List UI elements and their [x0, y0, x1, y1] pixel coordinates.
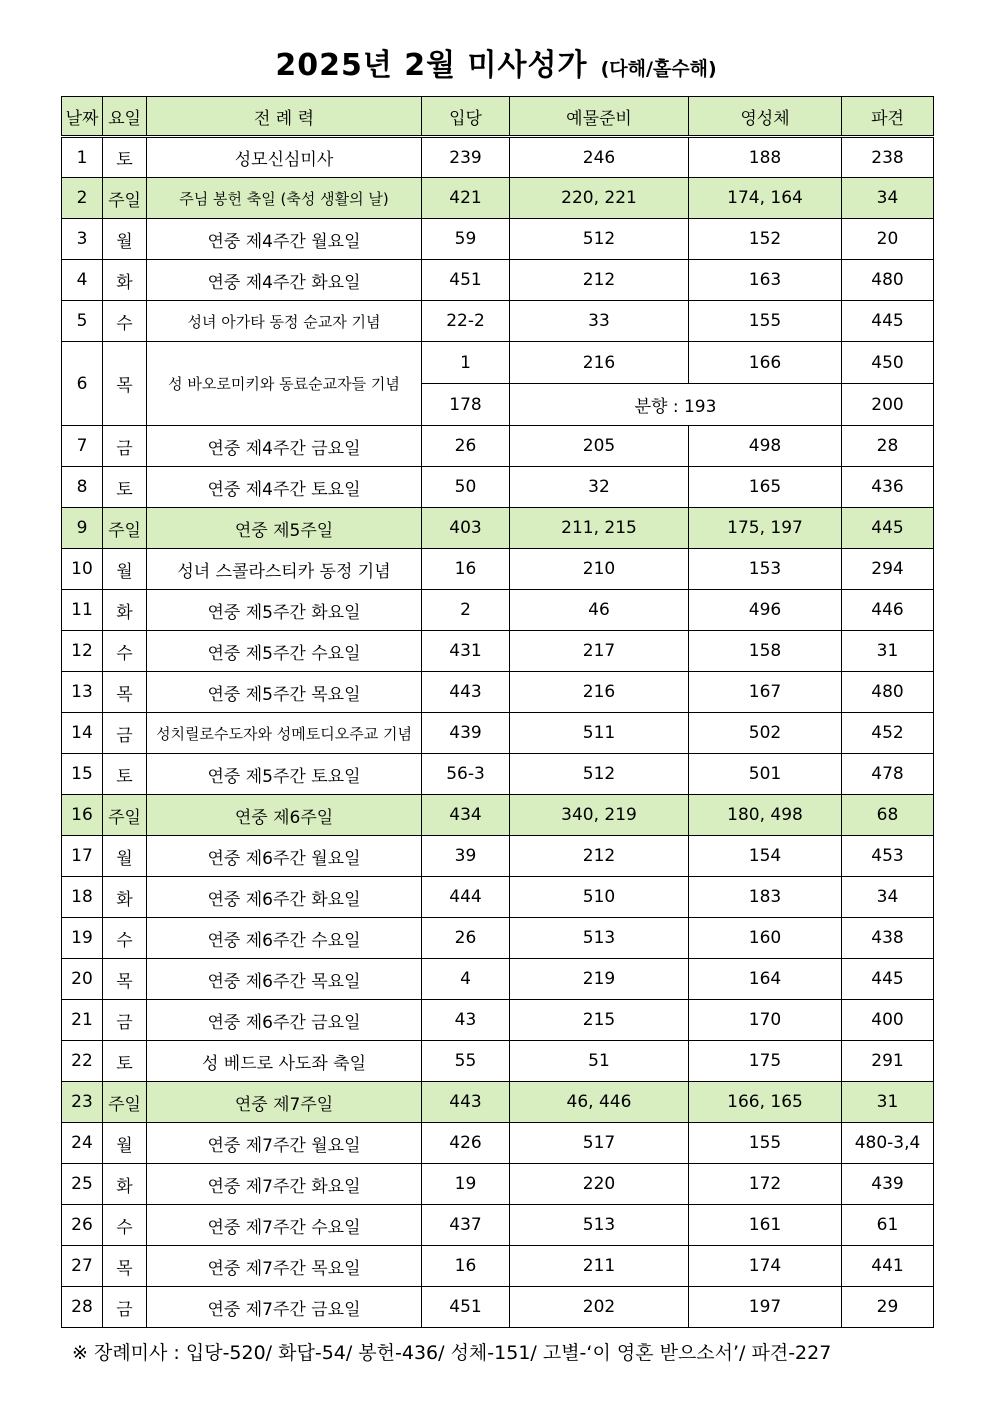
day-cell: 목: [103, 672, 147, 713]
entrance-cell: 56-3: [422, 754, 510, 795]
table-row: [62, 672, 934, 713]
day-cell: 목: [103, 959, 147, 1000]
day-cell: 월: [103, 549, 147, 590]
dismissal-cell: 438: [842, 918, 934, 959]
entrance-cell: 437: [422, 1205, 510, 1246]
day-cell: 주일: [103, 178, 147, 219]
communion-cell: 498: [689, 426, 842, 467]
entrance-cell: 439: [422, 713, 510, 754]
date-cell: 2: [62, 178, 103, 219]
communion-cell: 163: [689, 260, 842, 301]
date-cell: 5: [62, 301, 103, 342]
page-title-block: [0, 40, 992, 84]
entrance-cell: 4: [422, 959, 510, 1000]
date-cell: 21: [62, 1000, 103, 1041]
table-row: [62, 836, 934, 877]
offertory-cell: 220, 221: [510, 178, 689, 219]
date-cell: 27: [62, 1246, 103, 1287]
date-cell: 10: [62, 549, 103, 590]
offertory-cell: 46, 446: [510, 1082, 689, 1123]
date-cell: 26: [62, 1205, 103, 1246]
dismissal-cell: 238: [842, 137, 934, 178]
dismissal-cell: 441: [842, 1246, 934, 1287]
dismissal-cell: 445: [842, 301, 934, 342]
communion-cell: 188: [689, 137, 842, 178]
liturgy-cell: 연중 제4주간 화요일: [147, 260, 422, 301]
communion-cell: 175: [689, 1041, 842, 1082]
communion-cell: 197: [689, 1287, 842, 1328]
table-row: [62, 590, 934, 631]
day-cell: 수: [103, 301, 147, 342]
dismissal-cell: 480: [842, 260, 934, 301]
liturgy-cell: 연중 제7주간 금요일: [147, 1287, 422, 1328]
day-cell: 금: [103, 426, 147, 467]
liturgy-cell: 연중 제6주간 목요일: [147, 959, 422, 1000]
day-cell: 목: [103, 342, 147, 426]
day-cell: 월: [103, 219, 147, 260]
communion-cell: 165: [689, 467, 842, 508]
table-row: [62, 467, 934, 508]
offertory-cell: 512: [510, 219, 689, 260]
offertory-cell: 212: [510, 836, 689, 877]
table-row: [62, 1082, 934, 1123]
date-cell: 6: [62, 342, 103, 426]
offertory-cell: 51: [510, 1041, 689, 1082]
day-cell: 금: [103, 713, 147, 754]
date-cell: 22: [62, 1041, 103, 1082]
incense-cell: 분향 : 193: [510, 384, 842, 426]
liturgy-cell: 연중 제7주간 월요일: [147, 1123, 422, 1164]
day-cell: 수: [103, 1205, 147, 1246]
entrance-cell: 26: [422, 918, 510, 959]
liturgy-cell: 연중 제7주간 수요일: [147, 1205, 422, 1246]
date-cell: 16: [62, 795, 103, 836]
day-cell: 수: [103, 918, 147, 959]
day-cell: 주일: [103, 1082, 147, 1123]
dismissal-cell: 400: [842, 1000, 934, 1041]
offertory-cell: 246: [510, 137, 689, 178]
date-cell: 9: [62, 508, 103, 549]
entrance-cell: 451: [422, 1287, 510, 1328]
liturgy-cell: 연중 제6주간 금요일: [147, 1000, 422, 1041]
entrance-cell: 1: [422, 342, 510, 384]
entrance-cell: 451: [422, 260, 510, 301]
communion-cell: 166: [689, 342, 842, 384]
offertory-cell: 513: [510, 918, 689, 959]
liturgy-cell: 성치릴로수도자와 성메토디오주교 기념: [147, 713, 422, 754]
entrance-cell: 22-2: [422, 301, 510, 342]
liturgy-cell: 성모신심미사: [147, 137, 422, 178]
header-day: 요일: [103, 97, 147, 137]
table-body: [62, 137, 934, 1328]
communion-cell: 501: [689, 754, 842, 795]
dismissal-cell: 31: [842, 1082, 934, 1123]
date-cell: 18: [62, 877, 103, 918]
communion-cell: 153: [689, 549, 842, 590]
entrance-cell: 50: [422, 467, 510, 508]
offertory-cell: 216: [510, 342, 689, 384]
entrance-cell: 19: [422, 1164, 510, 1205]
day-cell: 토: [103, 1041, 147, 1082]
date-cell: 11: [62, 590, 103, 631]
table-row: [62, 1287, 934, 1328]
date-cell: 1: [62, 137, 103, 178]
entrance-cell: 59: [422, 219, 510, 260]
offertory-cell: 512: [510, 754, 689, 795]
liturgy-cell: 연중 제5주일: [147, 508, 422, 549]
day-cell: 수: [103, 631, 147, 672]
dismissal-cell: 291: [842, 1041, 934, 1082]
communion-cell: 183: [689, 877, 842, 918]
dismissal-cell: 450: [842, 342, 934, 384]
day-cell: 목: [103, 1246, 147, 1287]
date-cell: 4: [62, 260, 103, 301]
header-date: 날짜: [62, 97, 103, 137]
day-cell: 주일: [103, 508, 147, 549]
offertory-cell: 513: [510, 1205, 689, 1246]
day-cell: 금: [103, 1287, 147, 1328]
dismissal-cell: 31: [842, 631, 934, 672]
day-cell: 화: [103, 260, 147, 301]
communion-cell: 154: [689, 836, 842, 877]
liturgy-cell: 연중 제7주간 화요일: [147, 1164, 422, 1205]
liturgy-cell: 연중 제6주간 화요일: [147, 877, 422, 918]
offertory-cell: 46: [510, 590, 689, 631]
liturgy-cell: 연중 제6주일: [147, 795, 422, 836]
table-row: [62, 1205, 934, 1246]
entrance-cell: 16: [422, 1246, 510, 1287]
entrance-cell: 403: [422, 508, 510, 549]
dismissal-cell: 68: [842, 795, 934, 836]
liturgy-cell: 연중 제4주간 토요일: [147, 467, 422, 508]
page-title: 2025년 2월 미사성가: [275, 48, 588, 83]
header-communion: 영성체: [689, 97, 842, 137]
dismissal-cell: 452: [842, 713, 934, 754]
day-cell: 토: [103, 467, 147, 508]
day-cell: 금: [103, 1000, 147, 1041]
entrance-cell: 178: [422, 384, 510, 426]
entrance-cell: 2: [422, 590, 510, 631]
date-cell: 19: [62, 918, 103, 959]
date-cell: 25: [62, 1164, 103, 1205]
table-row: [62, 1246, 934, 1287]
offertory-cell: 215: [510, 1000, 689, 1041]
entrance-cell: 39: [422, 836, 510, 877]
entrance-cell: 421: [422, 178, 510, 219]
entrance-cell: 26: [422, 426, 510, 467]
table-row: [62, 137, 934, 178]
date-cell: 15: [62, 754, 103, 795]
liturgy-cell: 연중 제4주간 금요일: [147, 426, 422, 467]
offertory-cell: 33: [510, 301, 689, 342]
offertory-cell: 210: [510, 549, 689, 590]
liturgy-cell: 연중 제7주일: [147, 1082, 422, 1123]
dismissal-cell: 29: [842, 1287, 934, 1328]
communion-cell: 158: [689, 631, 842, 672]
communion-cell: 502: [689, 713, 842, 754]
liturgy-cell: 연중 제5주간 화요일: [147, 590, 422, 631]
date-cell: 23: [62, 1082, 103, 1123]
dismissal-cell: 200: [842, 384, 934, 426]
entrance-cell: 443: [422, 1082, 510, 1123]
day-cell: 화: [103, 1164, 147, 1205]
offertory-cell: 212: [510, 260, 689, 301]
liturgy-cell: 성 바오로미키와 동료순교자들 기념: [147, 342, 422, 426]
entrance-cell: 55: [422, 1041, 510, 1082]
day-cell: 토: [103, 137, 147, 178]
offertory-cell: 216: [510, 672, 689, 713]
funeral-mass-footnote: ※ 장례미사 : 입당-520/ 화답-54/ 봉헌-436/ 성체-151/ 고별-‘이 영혼 받으소서’/ 파견-227: [72, 1342, 832, 1364]
liturgy-cell: 주님 봉헌 축일 (축성 생활의 날): [147, 178, 422, 219]
communion-cell: 164: [689, 959, 842, 1000]
communion-cell: 160: [689, 918, 842, 959]
day-cell: 주일: [103, 795, 147, 836]
liturgy-cell: 성녀 스콜라스티카 동정 기념: [147, 549, 422, 590]
liturgy-cell: 성녀 아가타 동정 순교자 기념: [147, 301, 422, 342]
table-row: [62, 918, 934, 959]
date-cell: 7: [62, 426, 103, 467]
communion-cell: 172: [689, 1164, 842, 1205]
entrance-cell: 434: [422, 795, 510, 836]
communion-cell: 155: [689, 301, 842, 342]
hymn-schedule-table: [61, 96, 934, 1328]
offertory-cell: 211: [510, 1246, 689, 1287]
table-row: [62, 1041, 934, 1082]
dismissal-cell: 294: [842, 549, 934, 590]
dismissal-cell: 61: [842, 1205, 934, 1246]
offertory-cell: 340, 219: [510, 795, 689, 836]
header-liturgical-calendar: 전 례 력: [147, 97, 422, 137]
dismissal-cell: 28: [842, 426, 934, 467]
table-row: [62, 508, 934, 549]
offertory-cell: 211, 215: [510, 508, 689, 549]
communion-cell: 174, 164: [689, 178, 842, 219]
dismissal-cell: 446: [842, 590, 934, 631]
liturgy-cell: 성 베드로 사도좌 축일: [147, 1041, 422, 1082]
page-subtitle: (다해/홀수해): [600, 58, 717, 80]
offertory-cell: 517: [510, 1123, 689, 1164]
table-row: [62, 260, 934, 301]
table-row: [62, 754, 934, 795]
communion-cell: 170: [689, 1000, 842, 1041]
date-cell: 28: [62, 1287, 103, 1328]
offertory-cell: 510: [510, 877, 689, 918]
offertory-cell: 217: [510, 631, 689, 672]
day-cell: 월: [103, 836, 147, 877]
table-row: [62, 178, 934, 219]
dismissal-cell: 478: [842, 754, 934, 795]
communion-cell: 175, 197: [689, 508, 842, 549]
dismissal-cell: 480-3,4: [842, 1123, 934, 1164]
date-cell: 12: [62, 631, 103, 672]
day-cell: 월: [103, 1123, 147, 1164]
entrance-cell: 16: [422, 549, 510, 590]
dismissal-cell: 480: [842, 672, 934, 713]
entrance-cell: 431: [422, 631, 510, 672]
liturgy-cell: 연중 제4주간 월요일: [147, 219, 422, 260]
date-cell: 24: [62, 1123, 103, 1164]
communion-cell: 496: [689, 590, 842, 631]
table-row: [62, 713, 934, 754]
header-entrance: 입당: [422, 97, 510, 137]
header-offertory: 예물준비: [510, 97, 689, 137]
date-cell: 3: [62, 219, 103, 260]
day-cell: 화: [103, 877, 147, 918]
liturgy-cell: 연중 제6주간 수요일: [147, 918, 422, 959]
offertory-cell: 219: [510, 959, 689, 1000]
offertory-cell: 205: [510, 426, 689, 467]
dismissal-cell: 34: [842, 178, 934, 219]
entrance-cell: 426: [422, 1123, 510, 1164]
table-row: [62, 1123, 934, 1164]
entrance-cell: 444: [422, 877, 510, 918]
offertory-cell: 202: [510, 1287, 689, 1328]
table-row: [62, 959, 934, 1000]
communion-cell: 166, 165: [689, 1082, 842, 1123]
day-cell: 화: [103, 590, 147, 631]
dismissal-cell: 34: [842, 877, 934, 918]
dismissal-cell: 445: [842, 959, 934, 1000]
liturgy-cell: 연중 제5주간 목요일: [147, 672, 422, 713]
date-cell: 20: [62, 959, 103, 1000]
table-row: [62, 795, 934, 836]
offertory-cell: 511: [510, 713, 689, 754]
liturgy-cell: 연중 제5주간 수요일: [147, 631, 422, 672]
communion-cell: 161: [689, 1205, 842, 1246]
day-cell: 토: [103, 754, 147, 795]
dismissal-cell: 439: [842, 1164, 934, 1205]
entrance-cell: 43: [422, 1000, 510, 1041]
table-header-row: [62, 97, 934, 137]
offertory-cell: 220: [510, 1164, 689, 1205]
offertory-cell: 32: [510, 467, 689, 508]
communion-cell: 180, 498: [689, 795, 842, 836]
date-cell: 14: [62, 713, 103, 754]
table-row: [62, 631, 934, 672]
table-row: [62, 301, 934, 342]
entrance-cell: 443: [422, 672, 510, 713]
header-dismissal: 파견: [842, 97, 934, 137]
table-row: [62, 1000, 934, 1041]
communion-cell: 174: [689, 1246, 842, 1287]
dismissal-cell: 445: [842, 508, 934, 549]
liturgy-cell: 연중 제6주간 월요일: [147, 836, 422, 877]
table-row: [62, 342, 934, 384]
table-row: [62, 1164, 934, 1205]
dismissal-cell: 20: [842, 219, 934, 260]
table-row: [62, 426, 934, 467]
communion-cell: 155: [689, 1123, 842, 1164]
dismissal-cell: 436: [842, 467, 934, 508]
date-cell: 17: [62, 836, 103, 877]
table-row: [62, 877, 934, 918]
communion-cell: 152: [689, 219, 842, 260]
liturgy-cell: 연중 제5주간 토요일: [147, 754, 422, 795]
dismissal-cell: 453: [842, 836, 934, 877]
date-cell: 8: [62, 467, 103, 508]
liturgy-cell: 연중 제7주간 목요일: [147, 1246, 422, 1287]
date-cell: 13: [62, 672, 103, 713]
communion-cell: 167: [689, 672, 842, 713]
table-row: [62, 219, 934, 260]
table-row: [62, 549, 934, 590]
entrance-cell: 239: [422, 137, 510, 178]
